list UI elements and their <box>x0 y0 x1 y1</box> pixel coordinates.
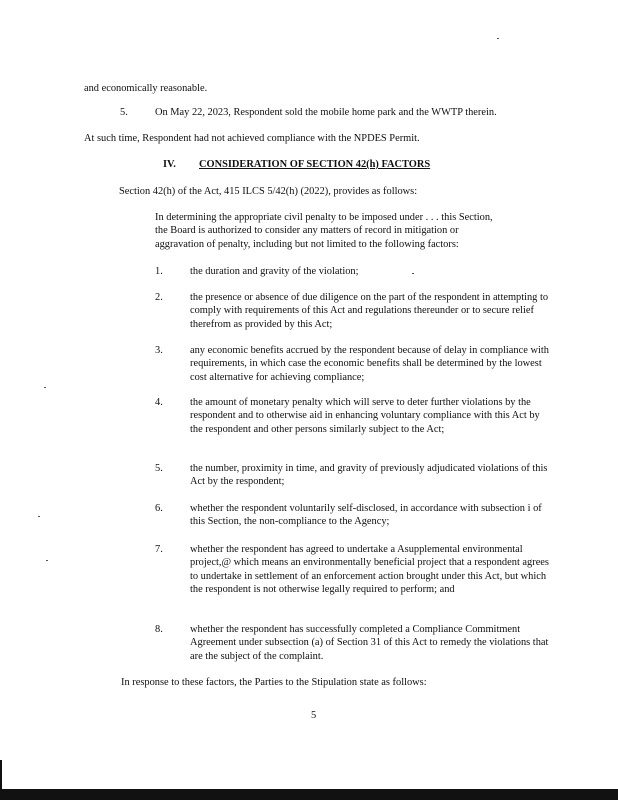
scan-speck <box>44 387 46 388</box>
factor-number: 7. <box>155 544 163 555</box>
scan-speck <box>38 516 40 517</box>
factor-number: 2. <box>155 292 163 303</box>
scan-speck <box>46 560 48 561</box>
factor-text: whether the respondent has successfully completed a Compliance Commitment Agreement under subsection (a) of Section 31 of this Act to remedy the violations that are the subject of the complaint. <box>190 624 549 662</box>
factor-text: the number, proximity in time, and gravity of previously adjudicated violations of this Act by the respondent; <box>190 463 548 488</box>
scan-edge-bottom <box>0 789 618 800</box>
intro-text: Section 42(h) of the Act, 415 ILCS 5/42(h) (2022), provides as follows: <box>119 186 418 197</box>
factor-text: the amount of monetary penalty which will serve to deter further violations by the respondent and to otherwise aid in enhancing voluntary compliance with this Act by the respondent and other persons similarly subject to the Act; <box>190 397 540 435</box>
factor-text: whether the respondent has agreed to undertake a Asupplemental environmental project,@ which means an environmentally beneficial project that a respondent agrees to undertake in settlement of an enforcement action brought under this Act, but which the respondent is not otherwise legally required to perform; and <box>190 544 549 595</box>
section-number: IV. <box>163 159 176 170</box>
factor-text: whether the respondent voluntarily self-disclosed, in accordance with subsection i of this Section, the non-compliance to the Agency; <box>190 503 542 528</box>
scan-speck <box>412 273 414 274</box>
quote-line2: the Board is authorized to consider any matters of record in mitigation or <box>155 225 459 237</box>
paragraph-text-line2: At such time, Respondent had not achieved compliance with the NPDES Permit. <box>84 133 420 144</box>
quote-line1: In determining the appropriate civil penalty to be imposed under . . . this Section, <box>155 212 493 223</box>
scan-speck <box>497 38 499 39</box>
factor-number: 4. <box>155 397 163 408</box>
factor-number: 5. <box>155 463 163 474</box>
factor-text: the duration and gravity of the violation; <box>190 266 359 277</box>
section-heading: CONSIDERATION OF SECTION 42(h) FACTORS <box>199 159 431 170</box>
factor-number: 1. <box>155 266 163 277</box>
paragraph-number: 5. <box>120 107 128 118</box>
closing-text: In response to these factors, the Parties to the Stipulation state as follows: <box>121 677 427 688</box>
factor-number: 3. <box>155 345 163 356</box>
page-number: 5 <box>311 710 317 721</box>
statute-quote <box>155 211 535 251</box>
paragraph-text-line1: On May 22, 2023, Respondent sold the mobile home park and the WWTP therein. <box>155 107 497 118</box>
factor-number: 8. <box>155 624 163 635</box>
factor-number: 6. <box>155 503 163 514</box>
factor-text: any economic benefits accrued by the respondent because of delay in compliance with requirements, in which case the economic benefits shall be determined by the lowest cost alternative for achieving compliance; <box>190 345 549 383</box>
continued-text: and economically reasonable. <box>84 83 208 94</box>
quote-line3: aggravation of penalty, including but not limited to the following factors: <box>155 238 459 250</box>
factor-text: the presence or absence of due diligence on the part of the respondent in attempting to comply with requirements of this Act and regulations thereunder or to secure relief therefrom as provided by this Act; <box>190 292 549 330</box>
